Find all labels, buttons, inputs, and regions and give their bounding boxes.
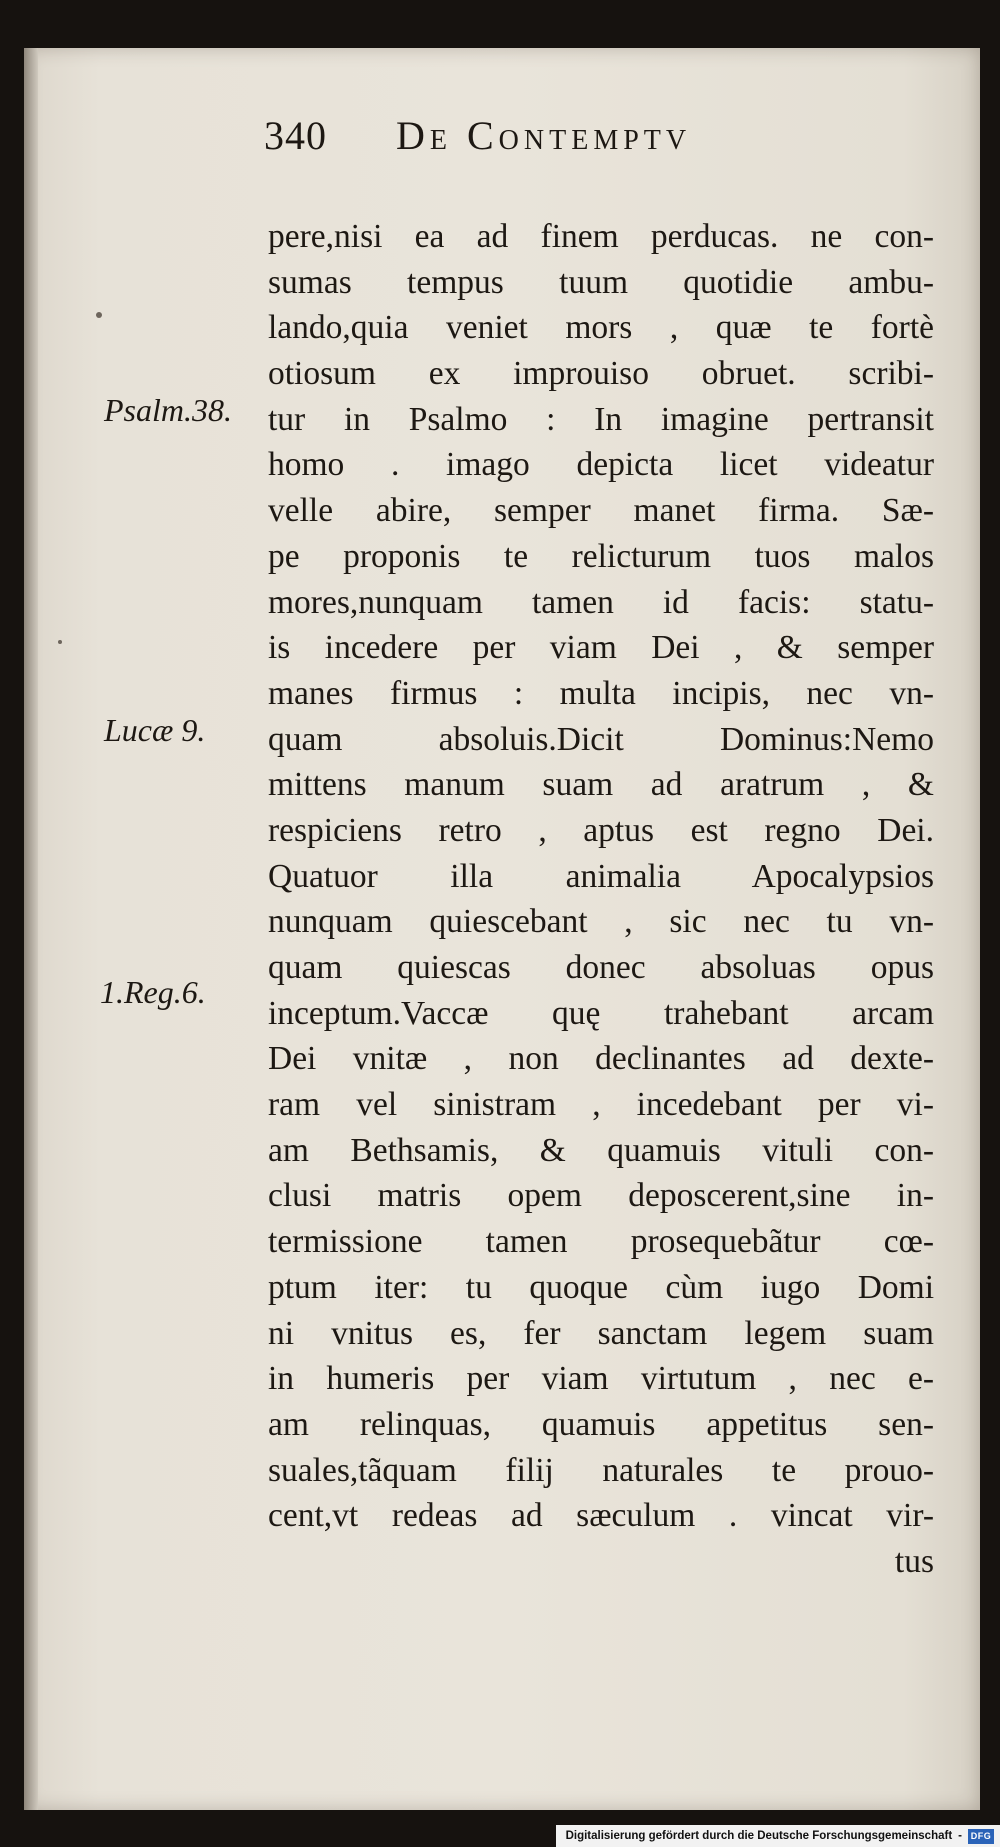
text-line: cent,vt redeas ad sæculum . vincat vir- [268, 1497, 934, 1535]
digitization-credit-bar [556, 1825, 1000, 1847]
text-line: ptum iter: tu quoque cùm iugo Domi [268, 1268, 934, 1306]
margin-note-psalm: Psalm.38. [104, 392, 232, 428]
text-line: respiciens retro , aptus est regno Dei. [268, 811, 934, 849]
text-line: am Bethsamis, & quamuis vituli con- [268, 1131, 934, 1169]
text-line: pere,nisi ea ad finem perducas. ne con- [268, 218, 934, 255]
margin-note-luca: Lucæ 9. [104, 712, 206, 748]
catchword: tus [894, 1542, 934, 1580]
text-line: is incedere per viam Dei , & semper [268, 629, 934, 667]
text-line: in humeris per viam virtutum , nec e- [268, 1360, 934, 1398]
text-line: pe proponis te relicturum tuos malos [268, 537, 934, 575]
dfg-logo: DFG [968, 1829, 994, 1844]
text-line: homo . imago depicta licet videatur [268, 446, 934, 484]
text-line: mores,nunquam tamen id facis: statu- [268, 583, 934, 621]
digitization-credit: Digitalisierung gefördert durch die Deutsche Forschungsgemeinschaft [565, 1830, 953, 1842]
text-line: sumas tempus tuum quotidie ambu- [268, 263, 934, 301]
text-line: mittens manum suam ad aratrum , & [268, 766, 934, 804]
text-line: Quatuor illa animalia Apocalypsios [268, 857, 934, 895]
text-line: manes firmus : multa incipis, nec vn- [268, 674, 934, 712]
paper-speck [96, 312, 102, 318]
text-line: Dei vnitæ , non declinantes ad dexte- [268, 1040, 934, 1078]
text-line: quam absoluis.Dicit Dominus:Nemo [268, 720, 934, 758]
text-line: suales,tãquam filij naturales te prouo- [268, 1451, 934, 1489]
running-title: De Contemptv [396, 113, 692, 158]
text-line: tur in Psalmo : In imagine pertransit [268, 400, 934, 438]
text-line: clusi matris opem deposcerent,sine in- [268, 1177, 934, 1215]
text-line: nunquam quiescebant , sic nec tu vn- [268, 903, 934, 941]
credit-separator: - [958, 1830, 962, 1842]
text-line: ram vel sinistram , incedebant per vi- [268, 1086, 934, 1124]
text-line: termissione tamen prosequebãtur cœ- [268, 1223, 934, 1261]
text-line: ni vnitus es, fer sanctam legem suam [268, 1314, 934, 1352]
text-line: otiosum ex improuiso obruet. scribi- [268, 355, 934, 393]
text-line: inceptum.Vaccæ quę trahebant arcam [268, 994, 934, 1032]
text-line: quam quiescas donec absoluas opus [268, 949, 934, 986]
page-number: 340 [264, 113, 327, 158]
binding-gutter [24, 48, 38, 1810]
text-line: am relinquas, quamuis appetitus sen- [268, 1405, 934, 1443]
running-head [244, 108, 844, 164]
text-line: velle abire, semper manet firma. Sæ- [268, 492, 934, 530]
body-text [268, 214, 934, 1585]
margin-note-reg: 1.Reg.6. [100, 974, 206, 1010]
paper-speck [58, 640, 62, 644]
text-line: lando,quia veniet mors , quæ te fortè [268, 309, 934, 347]
